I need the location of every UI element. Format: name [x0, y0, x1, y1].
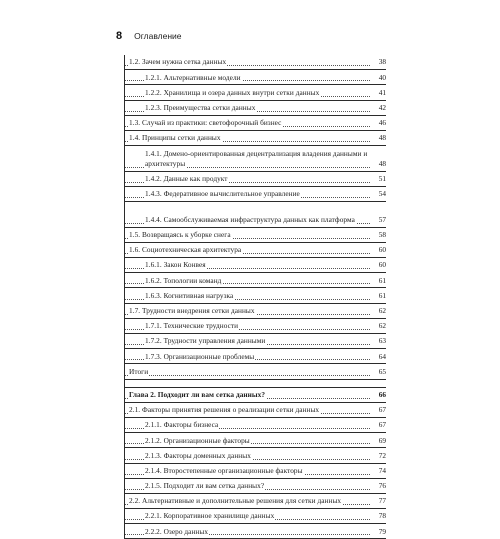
toc-entry-page-number: 60	[370, 260, 386, 270]
toc-entry-title	[125, 420, 370, 430]
toc-entry-page-number: 78	[370, 511, 386, 521]
toc-entry-label: 1.7. Трудности внедрения сетки данных	[129, 306, 255, 316]
toc-entry[interactable]	[125, 433, 386, 448]
toc-entry-label: 1.6.1. Закон Конвея	[145, 260, 206, 270]
toc-entry-label: 1.2.3. Преимущества сетки данных	[145, 102, 256, 112]
toc-entry[interactable]	[125, 403, 386, 418]
toc-entry-label: 1.7.3. Организационные проблемы	[145, 351, 255, 361]
toc-entry[interactable]	[125, 131, 386, 146]
toc-entry-page-number: 46	[370, 118, 386, 128]
toc-entry-page-number: 79	[370, 527, 386, 537]
toc-entry[interactable]	[125, 509, 386, 524]
chapter-spacer	[125, 380, 386, 388]
toc-entry-page-number: 67	[370, 420, 386, 430]
toc-entry[interactable]	[125, 464, 386, 479]
toc-entry-label: 2.1.3. Факторы доменных данных	[145, 450, 251, 460]
toc-entry-label: 1.6. Социотехническая архитектура	[129, 245, 242, 255]
toc-entry-page-number: 58	[370, 230, 386, 240]
toc-entry-title	[125, 260, 370, 270]
toc-entry-label: 1.2. Зачем нужна сетка данных	[129, 57, 227, 67]
toc-entry[interactable]	[125, 172, 386, 187]
toc-entry[interactable]	[125, 228, 386, 243]
toc-entry-label: 2.1.5. Подходит ли вам сетка данных?	[145, 481, 265, 491]
page-header	[116, 30, 182, 44]
toc-entry-title	[125, 367, 370, 377]
toc-entry[interactable]	[125, 116, 386, 131]
toc-entry[interactable]	[125, 243, 386, 258]
toc-entry-label: 2.1.1. Факторы бизнеса	[145, 420, 219, 430]
table-of-contents	[124, 55, 386, 539]
toc-entry-page-number: 67	[370, 405, 386, 415]
toc-entry-label: 1.6.2. Топологии команд	[145, 275, 222, 285]
toc-entry-title	[125, 496, 370, 506]
toc-entry-title	[125, 291, 370, 301]
toc-entry-page-number: 48	[370, 133, 386, 143]
toc-entry-page-number: 57	[370, 215, 386, 225]
toc-entry-label: 2.2.1. Корпоративное хранилище данных	[145, 511, 275, 521]
toc-entry-page-number: 40	[370, 73, 386, 83]
toc-entry-title	[125, 336, 370, 346]
toc-entry-title	[125, 73, 370, 83]
toc-entry-page-number: 42	[370, 103, 386, 113]
toc-entry[interactable]	[125, 304, 386, 319]
toc-entry[interactable]	[125, 349, 386, 364]
toc-entry-label: 1.4.2. Данные как продукт	[145, 174, 228, 184]
toc-entry-label: 1.4.4. Самообслуживаемая инфраструктура данных как платформа	[145, 214, 355, 224]
toc-entry-title	[125, 174, 370, 184]
toc-entry-page-number: 48	[370, 159, 386, 169]
toc-entry-label: 1.2.1. Альтернативные модели	[145, 72, 241, 82]
toc-entry-page-number: 72	[370, 451, 386, 461]
toc-entry-title	[125, 306, 370, 316]
toc-entry[interactable]	[125, 364, 386, 379]
toc-entry-title	[125, 436, 370, 446]
toc-entry-title	[125, 405, 370, 415]
toc-entry-title	[125, 133, 370, 143]
toc-entry-page-number: 65	[370, 367, 386, 377]
toc-entry[interactable]	[125, 187, 386, 202]
toc-entry-page-number: 54	[370, 189, 386, 199]
toc-entry[interactable]	[125, 55, 386, 70]
running-title: Оглавление	[134, 31, 182, 41]
toc-entry[interactable]	[125, 479, 386, 494]
toc-entry-label: 1.5. Возвращаясь к уборке снега	[129, 230, 231, 240]
toc-entry-title	[125, 481, 370, 491]
toc-entry-page-number: 51	[370, 174, 386, 184]
toc-entry[interactable]	[125, 70, 386, 85]
toc-entry[interactable]	[125, 273, 386, 288]
toc-entry-title	[125, 57, 370, 67]
toc-entry[interactable]	[125, 202, 386, 228]
toc-entry-label: 2.1.2. Организационные факторы	[145, 435, 250, 445]
toc-entry-label: 2.1. Факторы принятия решения о реализации сетки данных	[129, 405, 320, 415]
toc-entry-page-number: 61	[370, 276, 386, 286]
toc-entry-label: Глава 2. Подходит ли вам сетка данных?	[129, 389, 266, 399]
toc-entry-label: 2.1.4. Второстепенные организационные факторы	[145, 465, 303, 475]
toc-entry-page-number: 69	[370, 436, 386, 446]
toc-entry-title	[125, 511, 370, 521]
toc-entry-title	[125, 352, 370, 362]
toc-entry[interactable]	[125, 258, 386, 273]
toc-entry-title	[125, 527, 370, 537]
toc-entry[interactable]	[125, 418, 386, 433]
toc-entry-label: 2.2.2. Озеро данных	[145, 526, 209, 536]
toc-entry-page-number: 74	[370, 466, 386, 476]
toc-entry-page-number: 64	[370, 352, 386, 362]
toc-entry-title	[125, 118, 370, 128]
toc-entry-page-number: 60	[370, 245, 386, 255]
toc-entry-title	[125, 390, 370, 400]
dot-leader	[125, 375, 370, 376]
toc-entry-page-number: 76	[370, 481, 386, 491]
toc-entry-label: 1.6.3. Когнитивная нагрузка	[145, 290, 234, 300]
toc-entry-page-number: 63	[370, 336, 386, 346]
toc-entry-page-number: 62	[370, 306, 386, 316]
toc-entry-label: 1.4.1. Домено-ориентированная децентрализация владения данными и архитектуры	[145, 149, 368, 168]
toc-entry[interactable]	[125, 146, 386, 172]
toc-chapter-entry[interactable]	[125, 388, 386, 403]
toc-entry-label: 1.4.3. Федеративное вычислительное управление	[145, 189, 300, 199]
toc-entry-page-number: 62	[370, 321, 386, 331]
toc-entry-label: 2.2. Альтернативные и дополнительные решения для сетки данных	[129, 496, 342, 506]
toc-entry-label: 1.7.1. Технические трудности	[145, 321, 239, 331]
toc-entry-title	[125, 88, 370, 98]
toc-entry[interactable]	[125, 494, 386, 509]
toc-entry-label: Итоги	[129, 366, 149, 376]
toc-entry-title	[125, 103, 370, 113]
toc-entry[interactable]	[125, 448, 386, 463]
toc-entry-label: 1.4. Принципы сетки данных	[129, 133, 221, 143]
toc-entry-title	[125, 149, 370, 169]
toc-entry[interactable]	[125, 85, 386, 100]
toc-entry-title	[125, 215, 370, 225]
toc-entry-title	[125, 451, 370, 461]
toc-entry-page-number: 38	[370, 57, 386, 67]
toc-entry[interactable]	[125, 101, 386, 116]
toc-entry-label: 1.2.2. Хранилища и озера данных внутри сетки данных	[145, 87, 320, 97]
toc-entry-page-number: 61	[370, 291, 386, 301]
toc-entry-title	[125, 276, 370, 286]
toc-entry[interactable]	[125, 524, 386, 539]
toc-entry-title	[125, 245, 370, 255]
toc-entry-page-number: 41	[370, 88, 386, 98]
toc-entry-title	[125, 321, 370, 331]
toc-entry[interactable]	[125, 319, 386, 334]
toc-entry-title	[125, 466, 370, 476]
toc-entry-title	[125, 230, 370, 240]
toc-entry[interactable]	[125, 334, 386, 349]
toc-entry-label: 1.7.2. Трудности управления данными	[145, 336, 266, 346]
toc-entry-page-number: 77	[370, 496, 386, 506]
toc-entry-label: 1.3. Случай из практики: светофорочный бизнес	[129, 118, 282, 128]
toc-entry-page-number: 66	[370, 390, 386, 400]
toc-entry-title	[125, 189, 370, 199]
page-number: 8	[116, 30, 123, 42]
toc-entry[interactable]	[125, 288, 386, 303]
